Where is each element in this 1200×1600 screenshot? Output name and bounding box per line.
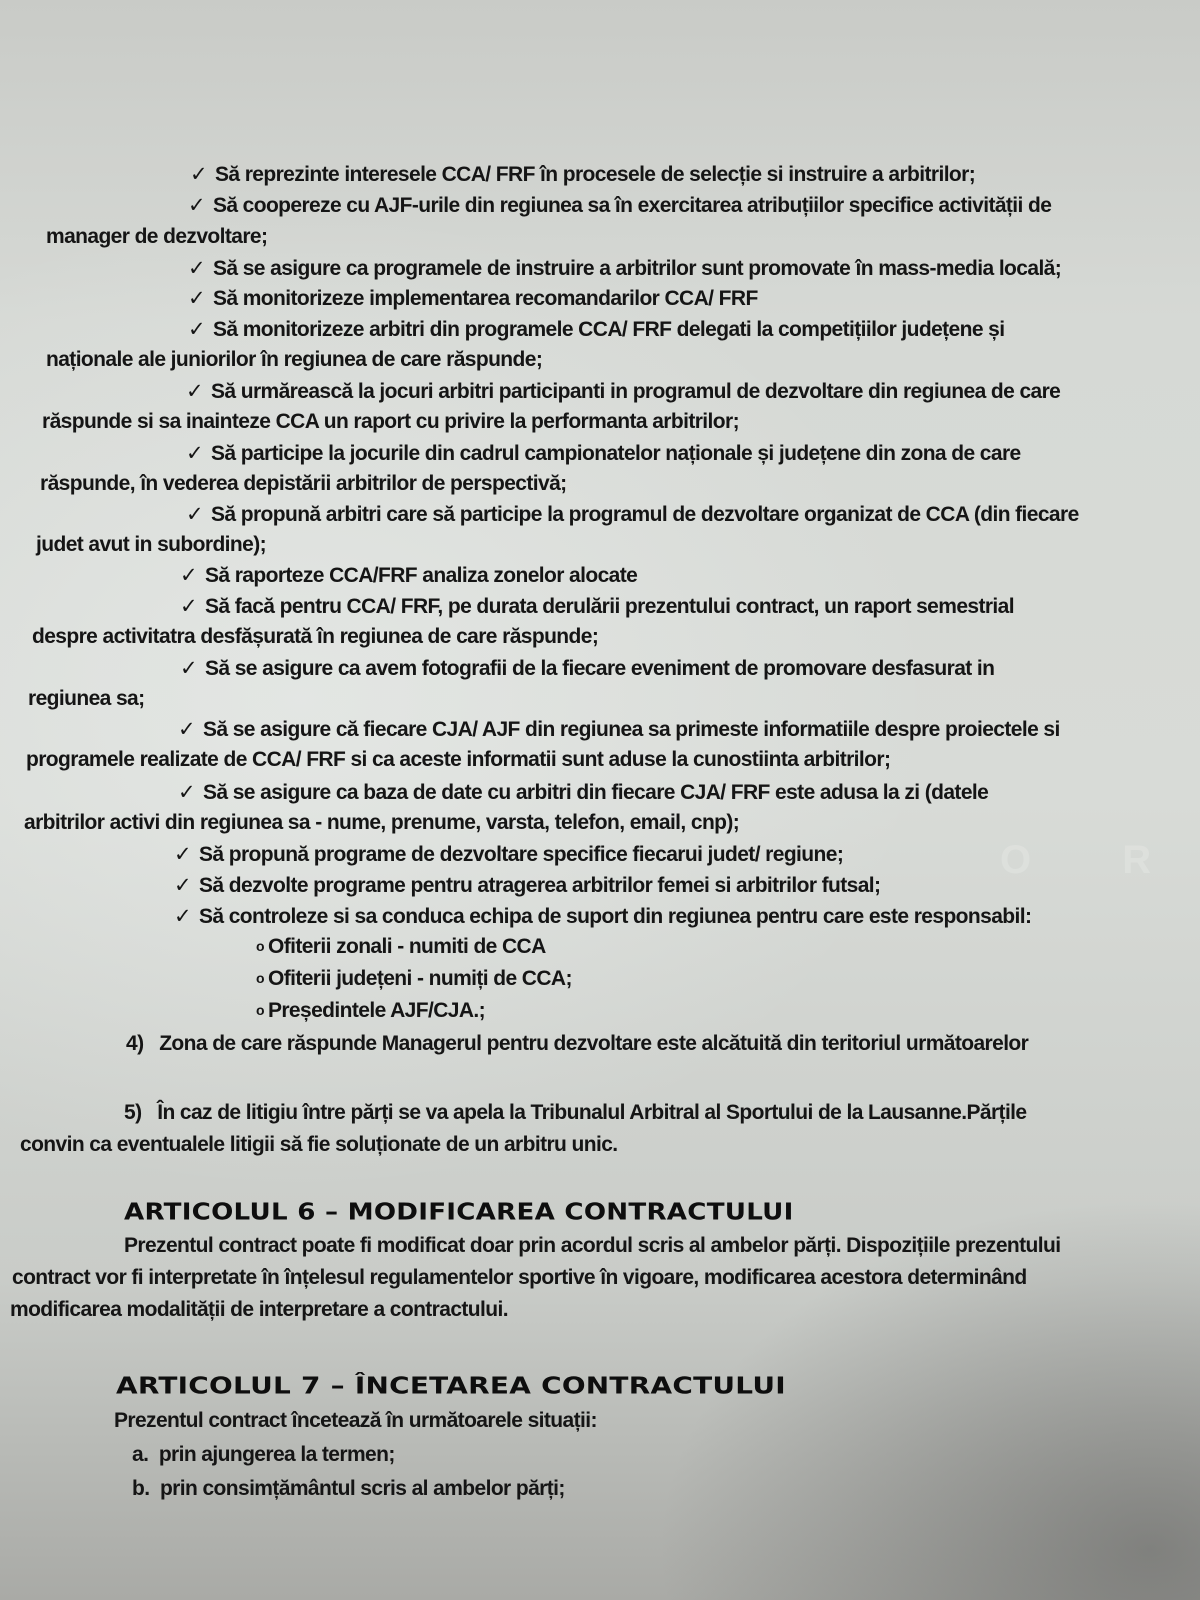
bullet-continuation: regiunea sa; — [28, 687, 145, 710]
bullet-continuation: programele realizate de CCA/ FRF si ca aceste informatii sunt aduse la cunostiinta arbitrilor; — [26, 748, 891, 771]
numbered-point-5: 5) În caz de litigiu între părți se va apela la Tribunalul Arbitral al Sportului de la Lausanne.Părțile — [124, 1101, 1027, 1124]
check-icon: ✓ — [178, 718, 195, 741]
article-6-paragraph-line: Prezentul contract poate fi modificat doar prin acordul scris al ambelor părți. Dispozițiile prezentului — [124, 1234, 1061, 1257]
sub-bullet-item: o Ofiterii județeni - numiți de CCA; — [256, 967, 572, 990]
bullet-item: ✓ Să facă pentru CCA/ FRF, pe durata derulării prezentului contract, un raport semestrial — [180, 595, 1014, 618]
check-icon: ✓ — [188, 194, 205, 217]
bullet-continuation: naționale ale juniorilor în regiunea de care răspunde; — [46, 348, 543, 371]
check-icon: ✓ — [180, 595, 197, 618]
bullet-item: ✓ Să propună programe de dezvoltare specifice fiecarui judet/ regiune; — [174, 843, 844, 866]
bullet-item: ✓ Să urmărească la jocuri arbitri participanti in programul de dezvoltare din regiunea de care — [186, 380, 1061, 403]
article-7-heading: ARTICOLUL 7 – ÎNCETAREA CONTRACTULUI — [116, 1373, 786, 1400]
check-icon: ✓ — [180, 564, 197, 587]
bullet-item: ✓ Să se asigure ca programele de instruire a arbitrilor sunt promovate în mass-media locală; — [188, 257, 1062, 280]
bullet-item: ✓ Să dezvolte programe pentru atragerea arbitrilor femei si arbitrilor futsal; — [174, 874, 881, 897]
numbered-point-4: 4) Zona de care răspunde Managerul pentru dezvoltare este alcătuită din teritoriul următoarelor — [126, 1032, 1029, 1055]
bullet-item: ✓ Să controleze si sa conduca echipa de suport din regiunea pentru care este responsabil: — [174, 905, 1032, 928]
bullet-item: ✓ Să propună arbitri care să participe la programul de dezvoltare organizat de CCA (din fiecare — [186, 503, 1079, 526]
article-7-intro: Prezentul contract încetează în următoarele situații: — [114, 1409, 597, 1432]
bullet-item: ✓ Să coopereze cu AJF-urile din regiunea sa în exercitarea atribuțiilor specifice activității de — [188, 194, 1052, 217]
bullet-continuation: manager de dezvoltare; — [46, 225, 268, 248]
numbered-point-5-continuation: convin ca eventualele litigii să fie soluționate de un arbitru unic. — [20, 1133, 618, 1156]
check-icon: ✓ — [180, 657, 197, 680]
bullet-item: ✓ Să se asigure ca avem fotografii de la fiecare eveniment de promovare desfasurat in — [180, 657, 995, 680]
bullet-item: ✓ Să raporteze CCA/FRF analiza zonelor alocate — [180, 564, 638, 587]
check-icon: ✓ — [174, 843, 191, 866]
check-icon: ✓ — [174, 905, 191, 928]
circle-bullet-icon: o — [256, 938, 264, 954]
check-icon: ✓ — [186, 442, 203, 465]
bullet-continuation: despre activitatra desfășurată în regiunea de care răspunde; — [32, 625, 599, 648]
check-icon: ✓ — [188, 287, 205, 310]
check-icon: ✓ — [186, 380, 203, 403]
check-icon: ✓ — [188, 257, 205, 280]
bullet-continuation: judet avut in subordine); — [36, 533, 266, 556]
bullet-item: ✓ Să participe la jocurile din cadrul campionatelor naționale și județene din zona de care — [186, 442, 1021, 465]
bullet-item: ✓ Să reprezinte interesele CCA/ FRF în procesele de selecție si instruire a arbitrilor; — [190, 163, 976, 186]
article-6-paragraph-line: modificarea modalității de interpretare a contractului. — [10, 1298, 508, 1321]
bullet-item: ✓ Să se asigure ca baza de date cu arbitri din fiecare CJA/ FRF este adusa la zi (datele — [178, 781, 989, 804]
check-icon: ✓ — [186, 503, 203, 526]
article-7-item-a: a. prin ajungerea la termen; — [132, 1443, 395, 1466]
circle-bullet-icon: o — [256, 1002, 264, 1018]
bullet-continuation: arbitrilor activi din regiunea sa - nume, prenume, varsta, telefon, email, cnp); — [24, 811, 740, 834]
bullet-continuation: răspunde si sa inainteze CCA un raport cu privire la performanta arbitrilor; — [42, 410, 739, 433]
check-icon: ✓ — [188, 318, 205, 341]
sub-bullet-item: o Ofiterii zonali - numiti de CCA — [256, 935, 546, 958]
article-6-paragraph-line: contract vor fi interpretate în înțelesul regulamentelor sportive în vigoare, modificarea acestora determinând — [12, 1266, 1027, 1289]
faint-watermark: O R — [1000, 838, 1192, 882]
sub-bullet-item: o Președintele AJF/CJA.; — [256, 999, 486, 1022]
check-icon: ✓ — [178, 781, 195, 804]
article-7-item-b: b. prin consimțământul scris al ambelor părți; — [132, 1477, 565, 1500]
bullet-item: ✓ Să se asigure că fiecare CJA/ AJF din regiunea sa primeste informatiile despre proiectele si — [178, 718, 1060, 741]
check-icon: ✓ — [190, 163, 207, 186]
bullet-continuation: răspunde, în vederea depistării arbitrilor de perspectivă; — [40, 472, 567, 495]
circle-bullet-icon: o — [256, 970, 264, 986]
article-6-heading: ARTICOLUL 6 – MODIFICAREA CONTRACTULUI — [124, 1199, 794, 1226]
check-icon: ✓ — [174, 874, 191, 897]
bullet-item: ✓ Să monitorizeze arbitri din programele CCA/ FRF delegati la competițiilor județene și — [188, 318, 1005, 341]
bullet-item: ✓ Să monitorizeze implementarea recomandarilor CCA/ FRF — [188, 287, 758, 310]
